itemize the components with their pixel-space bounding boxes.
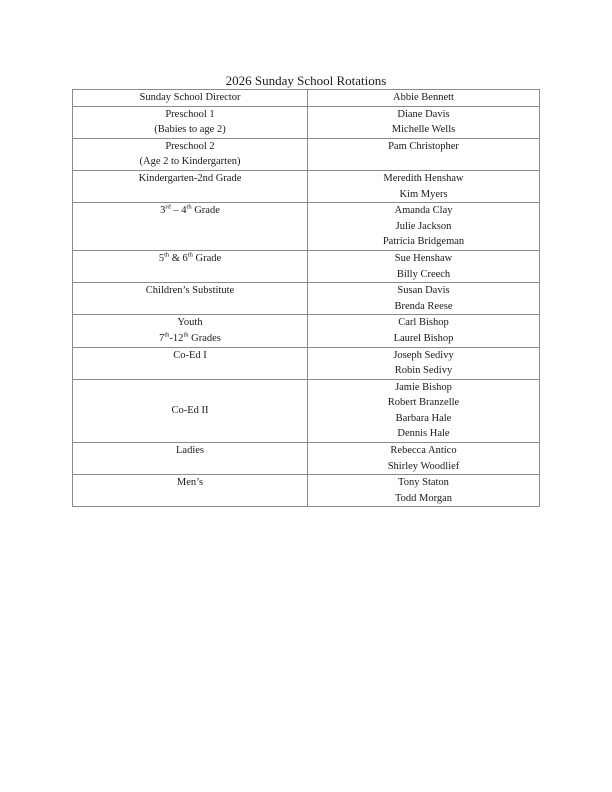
role-cell bbox=[73, 347, 308, 379]
role-label: Preschool 2 bbox=[165, 140, 215, 152]
names-cell bbox=[308, 203, 540, 251]
page-title: 2026 Sunday School Rotations bbox=[225, 73, 387, 88]
table-row bbox=[73, 170, 540, 202]
role-cell bbox=[73, 475, 308, 507]
teacher-name: Susan Davis bbox=[397, 285, 450, 297]
role-label: 5th & 6th Grade bbox=[158, 251, 222, 264]
table-row bbox=[73, 379, 540, 442]
names-cell bbox=[308, 315, 540, 347]
role-cell bbox=[73, 203, 308, 251]
teacher-name: Michelle Wells bbox=[391, 124, 456, 136]
table-row bbox=[73, 106, 540, 138]
role-label: Youth bbox=[177, 317, 203, 329]
role-label: Men’s bbox=[176, 477, 204, 489]
role-label: Kindergarten-2nd Grade bbox=[138, 172, 242, 184]
role-cell bbox=[73, 170, 308, 202]
role-cell bbox=[73, 315, 308, 347]
role-cell bbox=[73, 283, 308, 315]
teacher-name: Joseph Sedivy bbox=[393, 349, 454, 361]
role-label: 3rd – 4th Grade bbox=[160, 203, 220, 217]
teacher-name: Julie Jackson bbox=[395, 220, 452, 232]
table-row bbox=[73, 250, 540, 282]
names-cell bbox=[308, 443, 540, 475]
role-cell bbox=[73, 443, 308, 475]
teacher-name: Brenda Reese bbox=[394, 300, 453, 312]
names-cell bbox=[308, 475, 540, 507]
teacher-name: Patricia Bridgeman bbox=[382, 236, 465, 248]
role-label: Co-Ed II bbox=[171, 405, 209, 417]
teacher-name: Sue Henshaw bbox=[394, 252, 453, 264]
names-cell bbox=[308, 106, 540, 138]
role-label: Co-Ed I bbox=[173, 349, 207, 361]
teacher-name: Robert Branzelle bbox=[387, 397, 460, 409]
teacher-name: Carl Bishop bbox=[398, 317, 449, 329]
names-cell bbox=[308, 170, 540, 202]
role-sublabel: 7th-12th Grades bbox=[159, 331, 221, 344]
teacher-name: Todd Morgan bbox=[394, 492, 453, 504]
table-row bbox=[73, 90, 540, 107]
role-sublabel: (Age 2 to Kindergarten) bbox=[139, 156, 241, 168]
table-row bbox=[73, 138, 540, 170]
table-row bbox=[73, 315, 540, 347]
teacher-name: Abbie Bennett bbox=[393, 92, 454, 103]
teacher-name: Rebecca Antico bbox=[390, 445, 457, 457]
names-cell bbox=[308, 379, 540, 442]
role-label: Preschool 1 bbox=[165, 108, 215, 120]
teacher-name: Tony Staton bbox=[398, 477, 449, 489]
table-row bbox=[73, 443, 540, 475]
role-label: Ladies bbox=[176, 445, 204, 457]
table-row bbox=[73, 347, 540, 379]
teacher-name: Robin Sedivy bbox=[394, 365, 453, 377]
teacher-name: Dennis Hale bbox=[397, 428, 450, 440]
teacher-name: Meredith Henshaw bbox=[383, 172, 464, 184]
names-cell bbox=[308, 138, 540, 170]
teacher-name: Barbara Hale bbox=[395, 412, 452, 424]
teacher-name: Shirley Woodlief bbox=[387, 460, 460, 472]
role-cell bbox=[73, 250, 308, 282]
teacher-name: Laurel Bishop bbox=[393, 332, 454, 344]
teacher-name: Jamie Bishop bbox=[395, 381, 452, 393]
teacher-name: Diane Davis bbox=[397, 108, 450, 120]
names-cell bbox=[308, 283, 540, 315]
table-row bbox=[73, 475, 540, 507]
role-label: Children’s Substitute bbox=[145, 285, 235, 297]
teacher-name: Amanda Clay bbox=[394, 205, 453, 217]
role-cell bbox=[73, 90, 308, 107]
teacher-name: Kim Myers bbox=[399, 188, 448, 200]
role-cell bbox=[73, 379, 308, 442]
rotations-table bbox=[72, 89, 540, 507]
names-cell bbox=[308, 90, 540, 107]
role-label: Sunday School Director bbox=[139, 92, 241, 103]
role-cell bbox=[73, 106, 308, 138]
names-cell bbox=[308, 347, 540, 379]
teacher-name: Pam Christopher bbox=[388, 140, 459, 152]
table-row bbox=[73, 283, 540, 315]
teacher-name: Billy Creech bbox=[396, 268, 451, 280]
table-row bbox=[73, 203, 540, 251]
role-sublabel: (Babies to age 2) bbox=[154, 124, 226, 136]
names-cell bbox=[308, 250, 540, 282]
role-cell bbox=[73, 138, 308, 170]
